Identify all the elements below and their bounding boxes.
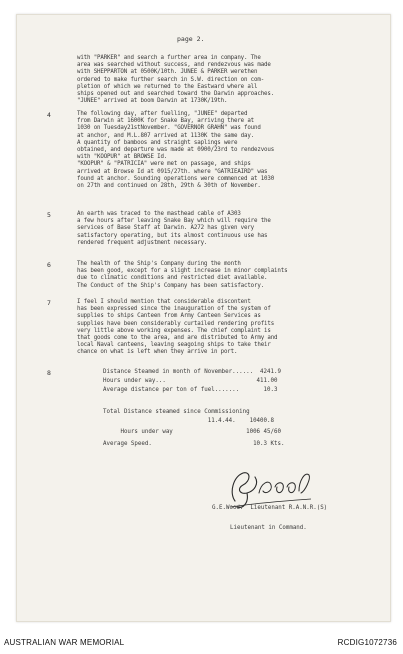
distance-line-1: Distance Steamed in month of November...... 4241.9	[103, 369, 281, 375]
total-distance-line-4: Average Speed. 10.3 Kts.	[103, 441, 285, 447]
total-distance-line-2: 11.4.44. 10400.8	[103, 418, 275, 424]
paragraph-number: 6	[47, 261, 51, 269]
paragraph-text: An earth was traced to the masthead cable of A303 a few hours after leaving Snake Bay which will require the services of Base Staff at Darwin. A272 has given very satisfactory operating, but its almost continuous use has rendered frequent adjustment necessary.	[77, 211, 271, 246]
signatory-title: Lieutenant in Command.	[230, 525, 307, 531]
paragraph-text: I feel I should mention that considerable discontent has been expressed since the inauguration of the system of supplies to ships Canteen from Army Canteen Services as supplies have been considerably curtailed rendering profits very little above working expenses. The chief complaint is that goods come to the area, and are distributed to Army and local Naval canteens, leaving seagoing ships to take their chance on what is left when they arrive in port.	[77, 299, 278, 356]
footer-institution: AUSTRALIAN WAR MEMORIAL	[4, 638, 125, 647]
paragraph-text: The following day, after fuelling, "JUNEE" departed from Darwin at 1600K for Snake Bay, arriving there at 1030 on Tuesday21stNovember. "GOVERNOR GRAHN" was found at anchor, and M.L.807 arrived at 1130K the same day. A quantity of bamboos and straight saplings were obtained, and departure was made at 0900/23rd to rendezvous with "KOOPUR" at BROWSE Id. "KOOPUR" & "PATRICIA" were met on passage, and ships arrived at Browse Id at 0915/27th. where "GATRIEAIRD" was found at anchor. Sounding operations were commenced at 1030 on 27th and continued on 28th, 29th & 30th of November.	[77, 111, 275, 190]
signatory-name: G.E.Wood. Lieutenant R.A.N.R.(S)	[212, 505, 328, 511]
document-page	[16, 14, 391, 622]
paragraph-text: The health of the Ship's Company during the month has been good, except for a slight increase in minor complaints due to climatic conditions and restricted diet available. The Conduct of the Ship's Company has been satisfactory.	[77, 261, 288, 289]
paragraph-number: 5	[47, 211, 51, 219]
paragraph-number: 8	[47, 369, 51, 377]
paragraph-text: with "PARKER" and search a further area in company. The area was searched without success, and rendezvous was made with SHEPPARTON at 0500K/10th. JUNEE & PARKER werethen ordered to make further search in S.W. direction on com- pletion of which we returned to the Eastward where all ships opened out and searched toward the Darwin approaches. "JUNEE" arrived at boom Darwin at 1730K/19th.	[77, 55, 275, 105]
paragraph-number: 7	[47, 299, 51, 307]
footer-record-id: RCDIG1072736	[337, 638, 397, 647]
paragraph-number: 4	[47, 111, 51, 119]
archive-footer	[0, 632, 403, 652]
distance-line-3: Average distance per ton of fuel....... 10.3	[103, 387, 278, 393]
total-distance-line-3: Hours under way 1006 45/60	[103, 429, 281, 435]
total-distance-line-1: Total Distance steamed since Commissioning	[103, 409, 250, 415]
distance-line-2: Hours under way... 411.00	[103, 378, 278, 384]
page-number: page 2.	[177, 35, 205, 43]
